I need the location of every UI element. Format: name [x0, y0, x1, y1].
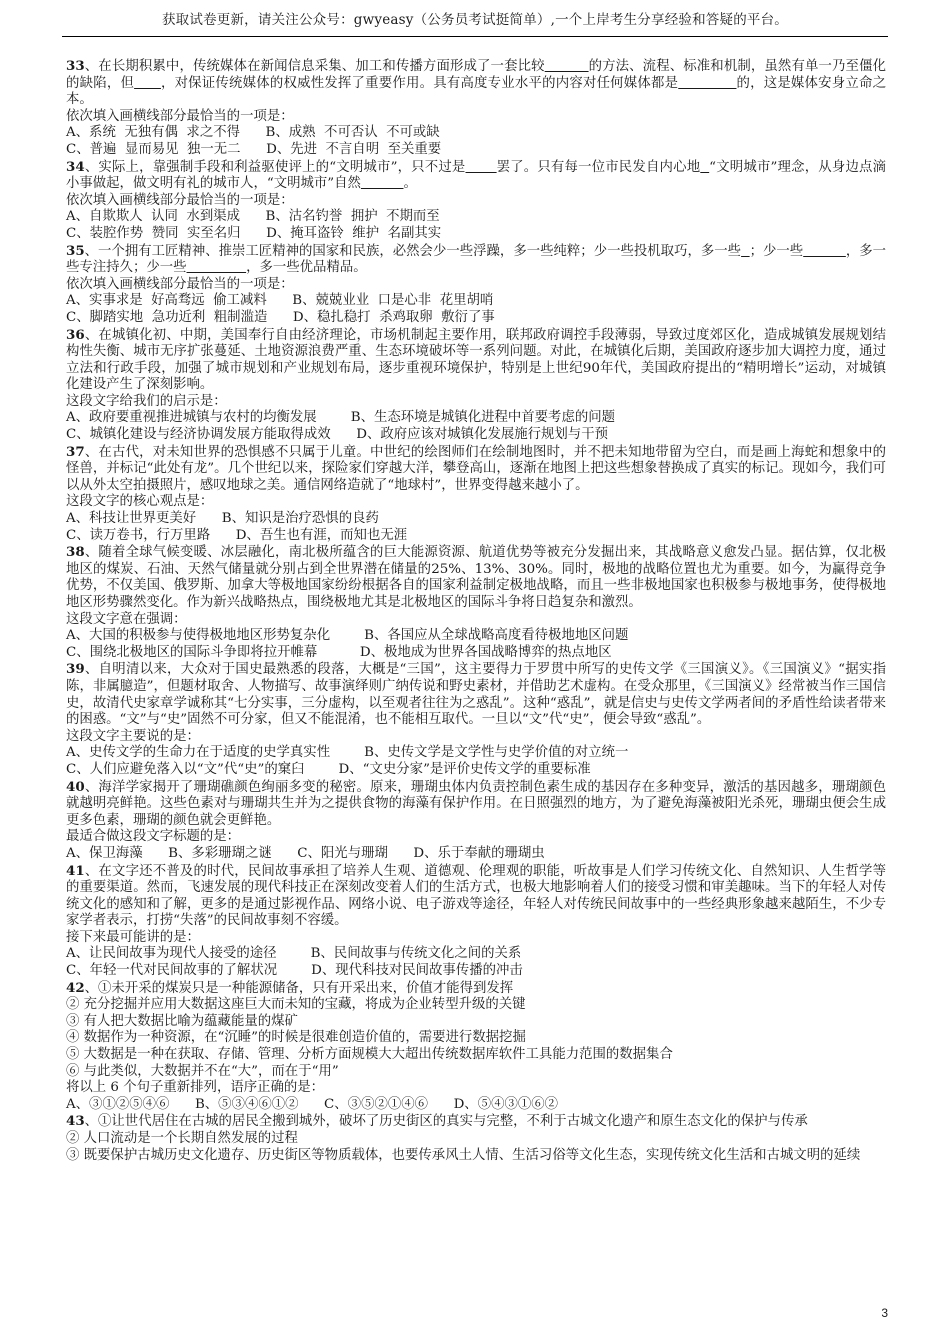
option-line: C、脚踏实地 急功近利 粗制滥造 D、稳扎稳打 杀鸡取卵 敷衍了事 [66, 309, 495, 325]
fill-blank [700, 160, 709, 175]
page-header: 获取试卷更新，请关注公众号：gwyeasy（公务员考试挺简单）,一个上岸考生分享经验和答疑的平台。 [161, 12, 788, 28]
question-41 [66, 863, 886, 980]
stem-text: 、随着全球气候变暖、冰层融化，南北极所蕴含的巨大能源资源、航道优势等被充分发掘出来，其战略意义愈发凸显。据估算，仅北极地区的煤炭、石油、天然气储量就分别占到全世界潜在储量的25%、13%、30%。同时，极地的战略位置也尤为重要。如今，为赢得竞争优势，不仅美国、俄罗斯、加拿大等极地国家纷纷根据各自的国家利益制定极地战略，而且一些非极地国家也积极参与极地事务，使得极地地区形势骤然变化。作为新兴战略热点，围绕极地尤其是北极地区的国际斗争将日趋复杂和激烈。 [66, 545, 886, 610]
question-prompt: 接下来最可能讲的是： [66, 929, 200, 945]
option-line: A、让民间故事为现代人接受的途径 B、民间故事与传统文化之间的关系 [66, 946, 522, 962]
q42-line: ② 充分挖掘并应用大数据这座巨大而未知的宝藏，将成为企业转型升级的关键 [66, 997, 526, 1013]
option-line: A、史传文学的生命力在于适度的史学真实性 B、史传文学是文学性与史学价值的对立统一 [66, 745, 629, 761]
stem-text: 、自明清以来，大众对于国史最熟悉的段落，大概是“三国”，这主要得力于罗贯中所写的史传文学《三国演义》。《三国演义》“据实指陈，非属臆造”，但题材取舍、人物描写、故事演绎则广纳传说和野史素材，并借助艺术虚构。在受众那里，《三国演义》经常被当作三国信史，故清代史家章学诚称其“七分实事，三分虚构，以至观者往往为之惑乱”。这种“惑乱”，就是信史与史传文学两者间的矛盾性给读者带来的困惑。“文”与“史”固然不可分家，但又不能混淆，也不能相互取代。一旦以“文”代“史”，便会导致“惑乱”。 [66, 662, 886, 728]
question-38 [66, 544, 886, 661]
fill-blank [678, 76, 736, 91]
question-42 [66, 980, 886, 1114]
question-39 [66, 661, 886, 778]
fill-blank [803, 244, 846, 259]
question-prompt: 将以上 6 个句子重新排列，语序正确的是： [66, 1080, 325, 1096]
q42-line: 42、①未开采的煤炭只是一种能源储备，只有开采出来，价值才能得到发挥 [66, 979, 514, 996]
q43-line: ② 人口流动是一个长期自然发展的过程 [66, 1131, 298, 1146]
fill-blank [741, 244, 750, 259]
option-line: A、实事求是 好高骛远 偷工减料 B、兢兢业业 口是心非 花里胡哨 [66, 293, 494, 309]
stem-text: 、在长期积累中，传统媒体在新闻信息采集、加工和传播方面形成了一套比较 [84, 59, 545, 74]
fill-blank [361, 176, 404, 191]
stem-text: 、海洋学家揭开了珊瑚礁颜色绚丽多变的秘密。原来，珊瑚虫体内负责控制色素生成的基因存在多种变异，激活的基因越多，珊瑚颜色就越明亮鲜艳。这些色素对与珊瑚共生并为之提供食物的海藻有保护作用。在日照强烈的地方，为了避免海藻被阳光杀死，珊瑚虫便会生成更多色素，珊瑚的颜色就会更鲜艳。 [66, 779, 886, 828]
q42-line: ③ 有人把大数据比喻为蕴藏能量的煤矿 [66, 1013, 298, 1029]
stem-text: 的方法、流程、标准和机制，虽然有单一乃至僵化的缺陷，但 [66, 59, 887, 91]
stem-text: 、一个拥有工匠精神、推崇工匠精神的国家和民族，必然会少一些浮躁，多一些纯粹；少一些投机取巧，多一些 [84, 243, 742, 259]
q42-line: ⑥ 与此类似，大数据并不在“大”，而在于“用” [66, 1063, 339, 1079]
option-line: C、城镇化建设与经济协调发展方能取得成效 D、政府应该对城镇化发展施行规划与干预 [66, 427, 608, 443]
question-number: 36 [66, 326, 85, 343]
stem-text: 、在城镇化初、中期，美国奉行自由经济理论，市场机制起主要作用，联邦政府调控手段薄弱，导致过度郊区化，造成城镇发展规划结构性失衡、城市无序扩张蔓延、土地资源浪费严重、生态环境破坏等一系列问题。对此，在城镇化后期，美国政府逐步加大调控力度，通过立法和行政手段，加强了城市规划和产业规划布局，逐步重视环境保护，特别是上世纪90年代，美国政府提出的“精明增长”运动，对城镇化建设产生了深刻影响。 [66, 327, 886, 393]
option-line: A、系统 无独有偶 求之不得 B、成熟 不可否认 不可或缺 [66, 125, 440, 141]
question-stem [66, 779, 886, 830]
exam-content [66, 58, 886, 1164]
option-line: C、读万卷书，行万里路 D、吾生也有涯，而知也无涯 [66, 527, 408, 543]
question-number: 35 [66, 242, 85, 259]
question-prompt: 这段文字给我们的启示是： [66, 393, 227, 409]
option-line: A、大国的积极参与使得极地地区形势复杂化 B、各国应从全球战略高度看待极地地区问题 [66, 628, 629, 644]
stem-text: ；少一些 [749, 243, 804, 259]
fill-blank [545, 59, 589, 74]
question-prompt: 最适合做这段文字标题的是： [66, 829, 241, 845]
option-line: A、③①②⑤④⑥ B、⑤③④⑥①② C、③⑤②①④⑥ D、⑤④③①⑥② [66, 1096, 559, 1112]
question-number: 43 [66, 1113, 85, 1130]
question-stem [66, 159, 886, 193]
header-divider [62, 36, 888, 37]
question-number: 42 [66, 979, 85, 996]
stem-text: 、在文字还不普及的时代，民间故事承担了培养人生观、道德观、伦理观的职能，听故事是人们学习传统文化、自然知识、人生哲学等的重要渠道。然而，飞速发展的现代科技正在深刻改变着人们的生活方式，也极大地影响着人们的接受习惯和审美趣味。当下的年轻人对传统文化的感知和了解，更多的是通过影视作品、网络小说、电子游戏等途径，年轻人对传统民间故事中的一些经典形象越来越陌生，不少专家学者表示，打捞“失落”的民间故事刻不容缓。 [66, 863, 886, 929]
question-35 [66, 243, 886, 327]
stem-text: 、实际上，靠强制手段和利益驱使评上的“文明城市”，只不过是 [84, 159, 466, 175]
question-number: 41 [66, 862, 85, 879]
question-stem [66, 444, 886, 495]
stem-text: “文明城市”理念，从身边点滴小事做起，做文明有礼的城市人，“文明城市”自然 [66, 159, 886, 192]
question-37 [66, 444, 886, 545]
option-line: C、围绕北极地区的国际斗争即将拉开帷幕 D、极地成为世界各国战略博弈的热点地区 [66, 644, 612, 660]
option-line: A、保卫海藻 B、多彩珊瑚之谜 C、阳光与珊瑚 D、乐于奉献的珊瑚虫 [66, 845, 545, 861]
question-34 [66, 159, 886, 243]
question-prompt: 这段文字意在强调： [66, 611, 187, 627]
question-prompt: 这段文字的核心观点是： [66, 494, 214, 510]
option-line: C、年轻一代对民间故事的了解状况 D、现代科技对民间故事传播的冲击 [66, 963, 523, 979]
question-33 [66, 58, 886, 159]
question-number: 40 [66, 778, 85, 795]
question-stem [66, 58, 886, 109]
stem-text: 、在古代，对未知世界的恐惧感不只属于儿童。中世纪的绘图师们在绘制地图时，并不把未知地带留为空白，而是画上海蛇和想象中的怪兽，并标记“此处有龙”。几个世纪以来，探险家们穿越大洋，攀登高山，逐渐在地图上把这些想象替换成了真实的标记。现如今，我们可以从外太空拍摄照片，感叹地球之美。通信网络造就了“地球村”，世界变得越来越小了。 [66, 444, 886, 493]
stem-text: ，对保证传统媒体的权威性发挥了重要作用。具有高度专业水平的内容对任何媒体都是 [160, 75, 679, 91]
question-list [66, 58, 886, 980]
question-stem [66, 327, 886, 394]
option-line: C、普遍 显而易见 独一无二 D、先进 不言自明 至关重要 [66, 141, 442, 157]
question-stem [66, 863, 886, 930]
question-40 [66, 779, 886, 863]
stem-text: 。 [403, 176, 417, 192]
option-line: C、装腔作势 赞同 实至名归 D、掩耳盗铃 维护 名副其实 [66, 225, 442, 241]
fill-blank [134, 76, 161, 91]
question-number: 33 [66, 58, 85, 74]
question-number: 39 [66, 661, 85, 678]
option-line: A、自欺欺人 认同 水到渠成 B、沽名钓誉 拥护 不期而至 [66, 209, 440, 225]
question-prompt: 这段文字主要说的是： [66, 728, 200, 744]
question-prompt: 依次填入画横线部分最恰当的一项是： [66, 108, 294, 124]
option-line: C、人们应避免落入以“文”代“史”的窠臼 D、“文史分家”是评价史传文学的重要标准 [66, 761, 591, 777]
fill-blank [187, 260, 247, 275]
fill-blank [466, 160, 497, 175]
option-line: A、政府要重视推进城镇与农村的均衡发展 B、生态环境是城镇化进程中首要考虑的问题 [66, 410, 616, 426]
question-prompt: 依次填入画横线部分最恰当的一项是： [66, 192, 294, 208]
question-43 [66, 1113, 886, 1164]
stem-text: 的，这是媒体安身立命之本。 [66, 75, 887, 108]
q42-line: ⑤ 大数据是一种在获取、存储、管理、分析方面规模大大超出传统数据库软件工具能力范围的数据集合 [66, 1047, 673, 1063]
option-line: A、科技让世界更美好 B、知识是治疗恐惧的良药 [66, 511, 379, 527]
question-number: 37 [66, 443, 85, 460]
question-stem [66, 661, 886, 728]
stem-text: ，多一些专注持久；少一些 [66, 243, 887, 276]
question-stem [66, 544, 886, 611]
question-number: 38 [66, 544, 85, 561]
question-36 [66, 327, 886, 444]
q43-line: ③ 既要保护古城历史文化遗存、历史街区等物质载体，也要传承风土人情、生活习俗等文化生态，实现传统文化生活和古城文明的延续 [66, 1147, 861, 1163]
question-stem [66, 243, 886, 277]
question-prompt: 依次填入画横线部分最恰当的一项是： [66, 276, 294, 292]
stem-text: 罢了。只有每一位市民发自内心地 [496, 159, 701, 175]
page-number: 3 [881, 1306, 888, 1320]
stem-text: ，多一些优品精品。 [246, 260, 367, 276]
q42-line: ④ 数据作为一种资源，在“沉睡”的时候是很难创造价值的，需要进行数据挖掘 [66, 1030, 526, 1046]
question-number: 34 [66, 158, 85, 175]
q43-line: 43、①让世代居住在古城的居民全搬到城外，破坏了历史街区的真实与完整，不利于古城文化遗产和原生态文化的保护与传承 [66, 1113, 808, 1130]
